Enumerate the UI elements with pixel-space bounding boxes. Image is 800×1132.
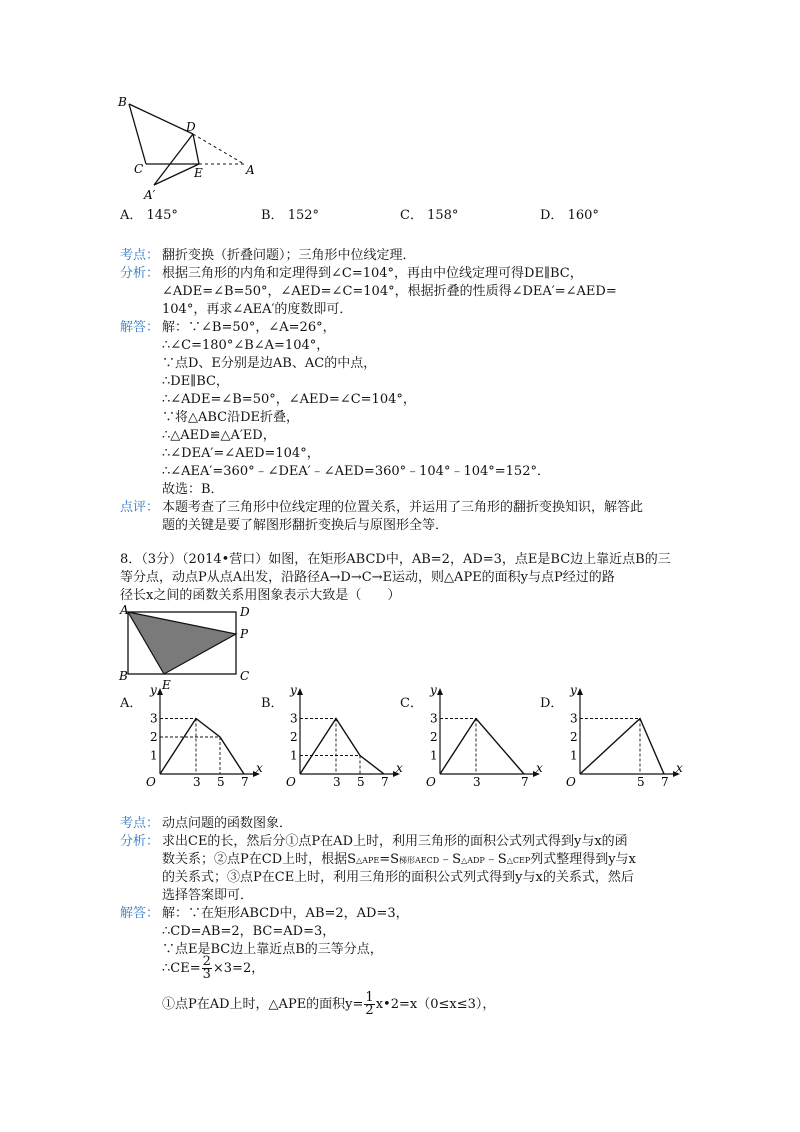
q8-option-b-label: B． [261, 696, 284, 711]
fig1-label-a-prime: A′ [144, 188, 156, 202]
rect-label-e: E [162, 678, 171, 692]
x-axis-label: x [676, 761, 683, 775]
series-line [160, 719, 244, 775]
x-axis-label: x [256, 761, 263, 775]
y-tick-label: 2 [570, 730, 578, 744]
fraction: $\frac{1}{2}$ [365, 990, 374, 1018]
y-axis-arrow [577, 688, 583, 695]
q7-option-d: D． 160° [540, 208, 599, 223]
sec1-jieda-line: ∴△AED≌△A′ED， [162, 428, 276, 443]
sec1-fenxi-line: 根据三角形的内角和定理得到∠C=104°，再由中位线定理可得DE∥BC， [162, 266, 583, 281]
y-axis-label: y [430, 683, 437, 697]
sec2-fenxi-line: 选择答案即可． [162, 888, 254, 903]
sec1-dianping-line: 本题考查了三角形中位线定理的位置关系，并运用了三角形的翻折变换知识，解答此 [162, 500, 644, 515]
sec2-jieda-line: 解：∵在矩形ABCD中，AB=2，AD=3， [162, 906, 409, 921]
origin-label: O [566, 775, 576, 789]
graph-option-b [276, 683, 403, 796]
sec2-kaodian-label: 考点： [120, 816, 160, 831]
q8-stem-line: 等分点，动点P从点A出发，沿路径A→D→C→E运动，则△APE的面积y与点P经过的路 [120, 570, 615, 585]
x-axis-label: x [396, 761, 403, 775]
x-tick-label: 5 [357, 775, 365, 789]
sec1-jieda-line: ∴∠DEA′=∠AED=104°， [162, 446, 320, 461]
x-tick-label: 3 [473, 775, 481, 789]
y-tick-label: 1 [570, 748, 578, 763]
q8-option-c-label: C． [400, 696, 423, 711]
y-tick-label: 3 [570, 711, 578, 726]
y-tick-label: 3 [430, 711, 438, 726]
y-tick-label: 2 [430, 730, 438, 744]
x-tick-label: 7 [521, 775, 529, 789]
sec1-kaodian: 翻折变换（折叠问题）；三角形中位线定理． [162, 248, 416, 263]
y-axis-label: y [290, 683, 297, 697]
graph-option-a [136, 683, 263, 796]
sec1-jieda-line: 故选：B． [162, 482, 224, 497]
series-line [580, 719, 664, 775]
sec1-fenxi-line: 104°，再求∠AEA′的度数即可． [162, 302, 353, 317]
y-axis-label: y [150, 683, 157, 697]
series-line [300, 719, 384, 775]
y-axis-arrow [157, 688, 163, 695]
sec1-kaodian-label: 考点： [120, 248, 160, 263]
fig1-label-e: E [194, 166, 203, 180]
q8-stem-line: 径长x之间的函数关系用图象表示大致是（ ） [120, 588, 401, 603]
series-line [440, 719, 524, 775]
rectangle-abcd-figure [116, 604, 256, 690]
y-axis-arrow [437, 688, 443, 695]
sec1-jieda-line: ∴∠AEA′=360°﹣∠DEA′﹣∠AED=360°﹣104°﹣104°=152°． [162, 464, 550, 479]
sec2-fenxi-label: 分析： [120, 834, 160, 849]
fraction: $\frac{2}{3}$ [202, 954, 211, 982]
sec1-jieda-line: 解：∵∠B=50°，∠A=26°， [162, 320, 336, 335]
x-tick-label: 7 [381, 775, 389, 789]
sec2-ce-equation: ∴CE= $\frac{2}{3}$ ×3=2， [162, 954, 265, 982]
fig1-label-b: B [118, 95, 127, 109]
y-tick-label: 3 [150, 711, 158, 726]
sec1-jieda-line: ∴∠C=180°∠B∠A=104°， [162, 338, 330, 353]
x-tick-label: 3 [333, 775, 341, 789]
x-tick-label: 7 [241, 775, 249, 789]
rect-label-c: C [240, 669, 250, 683]
sec1-dianping-label: 点评： [120, 500, 160, 515]
graph-option-d [556, 683, 683, 796]
x-tick-label: 3 [193, 775, 201, 789]
x-axis-label: x [536, 761, 543, 775]
q8-option-a-label: A． [120, 696, 143, 711]
x-tick-label: 7 [661, 775, 669, 789]
origin-label: O [426, 775, 436, 789]
rect-label-a: A [120, 603, 129, 617]
sec1-dianping-line: 题的关键是要了解图形翻折变换后与原图形全等． [162, 518, 449, 533]
sec2-kaodian: 动点问题的函数图象． [162, 816, 293, 831]
y-tick-label: 3 [290, 711, 298, 726]
q7-option-a: A． 145° [120, 208, 178, 223]
fig1-label-c: C [134, 162, 144, 176]
q7-option-c: C． 158° [400, 208, 459, 223]
sec1-jieda-label: 解答： [120, 320, 160, 335]
sec1-jieda-line: ∴DE∥BC， [162, 374, 229, 389]
q8-option-d-label: D． [540, 696, 564, 711]
sec1-jieda-line: ∵将△ABC沿DE折叠， [162, 410, 300, 425]
rect-label-b: B [119, 669, 128, 683]
origin-label: O [286, 775, 296, 789]
rect-label-p: P [240, 627, 249, 641]
sec2-area-equation: ①点P在AD上时，△APE的面积y= $\frac{1}{2}$ x•2=x（0≤x≤3）， [162, 990, 496, 1018]
sec1-fenxi-line: ∠ADE=∠B=50°，∠AED=∠C=104°，根据折叠的性质得∠DEA′=∠AED= [162, 284, 617, 299]
graph-option-c [416, 683, 543, 796]
origin-label: O [146, 775, 156, 789]
sec1-fenxi-label: 分析： [120, 266, 160, 281]
y-tick-label: 1 [430, 748, 438, 763]
sec1-jieda-line: ∴∠ADE=∠B=50°，∠AED=∠C=104°， [162, 392, 416, 407]
x-tick-label: 5 [217, 775, 225, 789]
sec2-jieda-line: ∵点E是BC边上靠近点B的三等分点， [162, 942, 383, 957]
y-tick-label: 1 [290, 748, 298, 763]
q8-stem-line: 8．（3分）（2014•营口）如图，在矩形ABCD中，AB=2，AD=3，点E是BC边上靠近点B的三 [120, 552, 671, 567]
fig1-label-a: A [246, 163, 255, 177]
x-tick-label: 5 [637, 775, 645, 789]
fold-triangle-figure [112, 94, 262, 204]
sec2-fenxi-line: 求出CE的长，然后分①点P在AD上时，利用三角形的面积公式列式得到y与x的函 [162, 834, 628, 849]
sec1-jieda-line: ∵点D、E分别是边AB、AC的中点， [162, 356, 377, 371]
y-tick-label: 1 [150, 748, 158, 763]
y-axis-arrow [297, 688, 303, 695]
fig1-label-d: D [186, 120, 196, 134]
sec2-fenxi-line: 数关系；②点P在CD上时，根据S△APE=S梯形AECD﹣S△ADP﹣S△CEP列式整理得到y与x [162, 852, 636, 867]
rect-label-d: D [240, 605, 250, 619]
q7-option-b: B． 152° [261, 208, 320, 223]
y-tick-label: 2 [290, 730, 298, 744]
sec2-jieda-line: ∴CD=AB=2，BC=AD=3， [162, 924, 336, 939]
sec2-fenxi-line: 的关系式；③点P在CE上时，利用三角形的面积公式列式得到y与x的关系式，然后 [162, 870, 634, 885]
y-axis-label: y [570, 683, 577, 697]
y-tick-label: 2 [150, 730, 158, 744]
sec2-jieda-label: 解答： [120, 906, 160, 921]
